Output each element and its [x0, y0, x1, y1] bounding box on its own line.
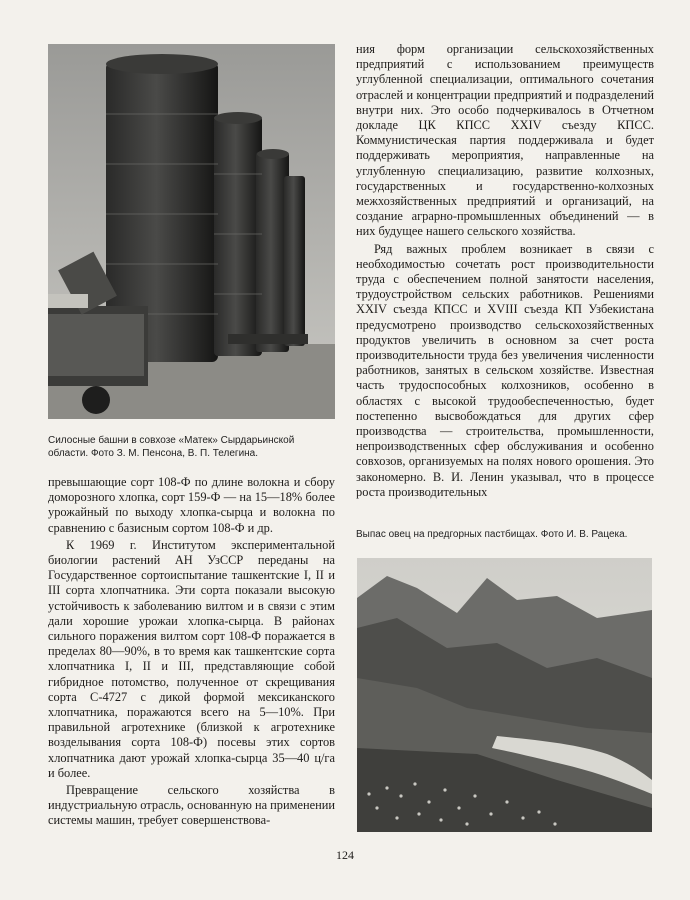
silos-photo	[48, 44, 335, 419]
right-paragraph-1: ния форм организации сельскохозяйственных предприятий с использованием преимуществ углубленной специализации, оптимального сочетания отраслей и концентрации предприятий и подразделений внутри них. Это особо подчеркивалось в Отчетном докладе ЦК КПСС XXIV съезду КПСС. Коммунистическая партия поддерживала и будет поддерживать мероприятия, направленные на углубленную специализацию, развитие колхозных, государственных и государственно-колхозных межхозяйственных предприятий и организаций, на создание аграрно-промышленных объединений — в них будущее нашего сельского хозяйства.	[356, 42, 654, 239]
sheep-pasture-photo	[357, 558, 652, 832]
right-paragraph-2: Ряд важных проблем возникает в связи с необходимостью сочетать рост производительности труда с обеспечением полной занятости населения, трудоустройством сельских работников. Решениями XXIV съезда КПСС и XVIII съезда КП Узбекистана предусмотрено производство сельскохозяйственных продуктов увеличить в основном за счет роста производительности труда без увеличения численности работников, занятых в сельском хозяйстве. Известная часть трудоспособных колхозников, особенно в областях с высокой трудообеспеченностью, будет постепенно высвобождаться для других сфер производства — строительства, промышленности, непроизводственных сфер обслуживания и особенно совхозов, организуемых на полях нового орошения. Это закономерно. В. И. Ленин указывал, что в процессе роста производительных	[356, 241, 654, 499]
right-column-text	[356, 42, 654, 500]
silos-caption: Силосные башни в совхозе «Матек» Сырдарьинской области. Фото З. М. Пенсона, В. П. Телегина.	[48, 435, 295, 459]
page-number: 124	[336, 848, 354, 862]
sheep-caption: Выпас овец на предгорных пастбищах. Фото И. В. Рацека.	[356, 529, 628, 540]
left-paragraph-1: превышающие сорт 108-Ф по длине волокна и сбору доморозного хлопка, сорт 159-Ф — на 15—18% более урожайный по выходу хлопка-сырца и волокна по сравнению с базисным сортом 108-Ф и др.	[48, 475, 335, 535]
left-paragraph-3: Превращение сельского хозяйства в индустриальную отрасль, основанную на применении системы машин, требует совершенствова-	[48, 783, 335, 828]
left-column-text	[48, 475, 335, 829]
left-paragraph-2: К 1969 г. Институтом экспериментальной биологии растений АН УзССР переданы на Государственное сортоиспытание ташкентские I, II и III сорта хлопчатника. Эти сорта показали высокую устойчивость к заболеванию вилтом и в связи с этим дали хорошие урожаи хлопка-сырца. В районах сильного поражения вилтом сорт 108-Ф поражается в пределах 80—90%, в то время как ташкентские сорта хлопчатника I, II и III, представляющие собой гибридное потомство, полученное от скрещивания сорта С-4727 с дикой формой мексиканского хлопчатника, поражаются всего на 5—10%. При правильной агротехнике (близкой к агротехнике возделывания сорта 108-Ф) посевы этих сортов хлопчатника дают урожай хлопка-сырца 35—40 ц/га и более.	[48, 537, 335, 780]
